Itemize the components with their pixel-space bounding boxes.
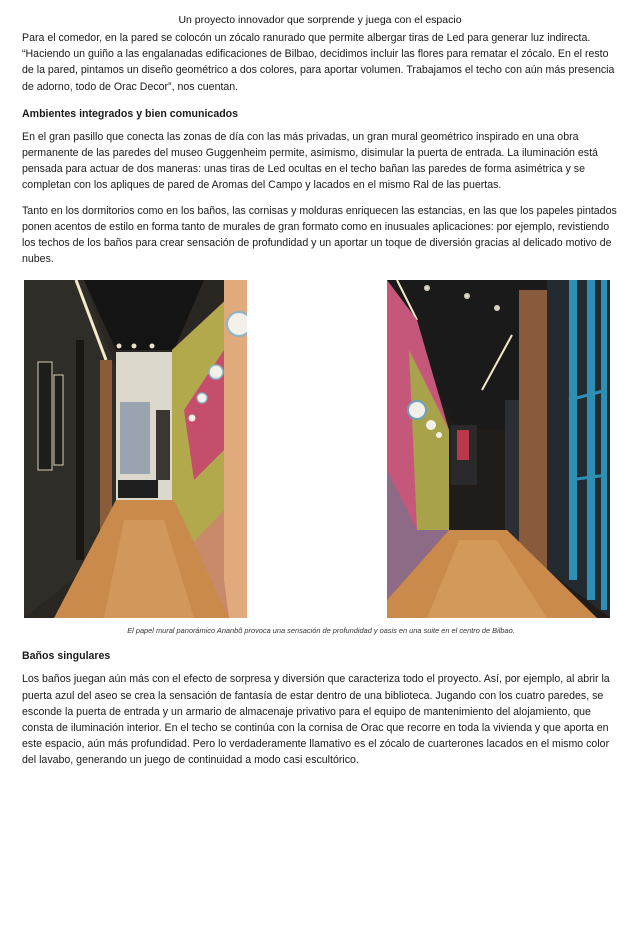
photo-caption: El papel mural panorámico Ananbô provoca una sensación de profundidad y oasis en una suite en el centro de Bilbao. bbox=[127, 626, 515, 636]
hallway-photo-right bbox=[387, 280, 610, 618]
page-header: Un proyecto innovador que sorprende y juega con el espacio bbox=[178, 14, 462, 26]
heading-bathrooms: Baños singulares bbox=[22, 650, 111, 663]
hallway-photo-left bbox=[24, 280, 247, 618]
heading-integrated-spaces: Ambientes integrados y bien comunicados bbox=[22, 107, 239, 120]
paragraph-dining-room: Para el comedor, en la pared se colocón un zócalo ranurado que permite albergar tiras de Led para generar luz indirecta. “Haciendo un guiño a las engalanadas edificaciones de Bilbao, decidimos incluir las flores para rematar el zócalo. En el resto de la pared, pintamos un diseño geométrico a dos colores, para aportar volumen. Trabajamos el techo con aún más presencia de adorno, todo de Orac Decor”, nos cuentan. bbox=[22, 32, 615, 93]
paragraph-bedrooms: Tanto en los dormitorios como en los baños, las cornisas y molduras enriquecen las estancias, en las que los papeles pintados ponen acentos de estilo en forma tanto de murales de gran formato como en inusuales aplicaciones: por ejemplo, revistiendo los techos de los baños para crear sensación de profundidad y un aportar un toque de diversión gracias al delicado motivo de nubes. bbox=[22, 204, 617, 266]
photo-gallery bbox=[22, 280, 620, 618]
article-body bbox=[22, 30, 620, 778]
paragraph-hallway: En el gran pasillo que conecta las zonas de día con las más privadas, un gran mural geométrico inspirado en una obra permanente de las paredes del museo Guggenheim permite, asimismo, disimular la puerta de entrada. La iluminación está pensada para actuar de dos maneras: unas tiras de Led ocultas en el techo bañan las paredes de forma asimétrica y se completan con los apliques de pared de Aromas del Campo y lacados en el mismo Ral de las puertas. bbox=[22, 130, 598, 192]
paragraph-bathrooms: Los baños juegan aún más con el efecto de sorpresa y diversión que caracteriza todo el proyecto. Así, por ejemplo, al abrir la puerta azul del aseo se crea la sensación de fantasía de estar dentro de una biblioteca. Jugando con los cuatro paredes, se esconde la puerta de entrada y un armario de almacenaje privativo para el equipo de mantenimiento del alojamiento, que consta de iluminación interior. En el techo se continúa con la cornisa de Orac que recorre en toda la vivienda y que aporta en este espacio, aún más profundidad. Pero lo verdaderamente llamativo es el zócalo de cuarterones lacados en el mismo color del lavabo, generando un juego de continuidad a modo casi escultórico. bbox=[22, 673, 610, 767]
